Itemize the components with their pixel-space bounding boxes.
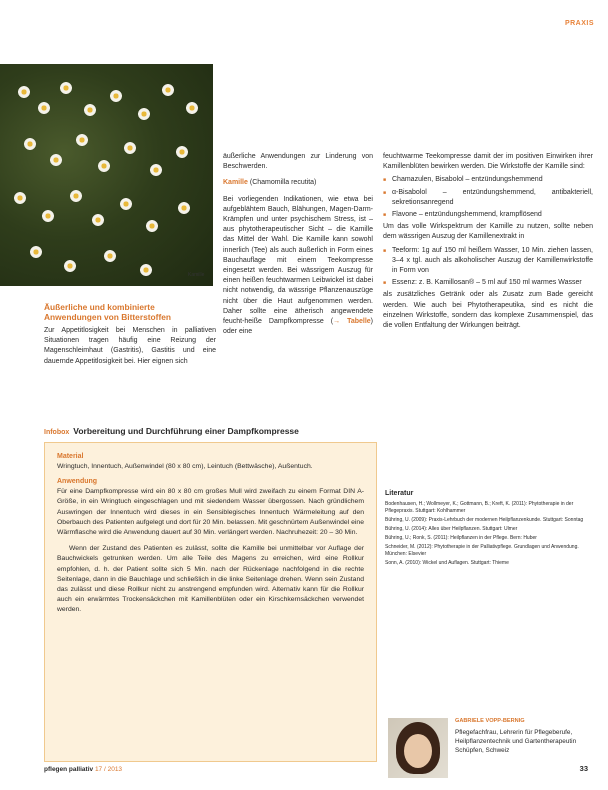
literature-title: Literatur (385, 490, 414, 497)
page-number: 33 (579, 764, 588, 773)
table-reference-link[interactable]: → Tabelle (333, 318, 371, 326)
mid-body: Bei vorliegenden Indikationen, wie etwa bei aufgeblähtem Bauch, Blähungen, Magen-Darm-Krämpfen und unter psychischem Stress, ist – aus phytotherapeutischer Sicht – die Kamille das Mittel der Wahl. Die Kamille kann sowohl innerlich (Tee) als auch äußerlich in Form eines Bauchauflage mit einem Teekompresse eingesetzt werden. Bei wässrigem Auszug für einen heißen feuchtwarmen Leibwickel ist dabei nicht notwendig, da wässrige Pflanzenauszüge nicht über die Haut aufgenommen werden. Daher sollte eine ätherisch angewendete feucht-heiße Dampfkompresse ( (223, 195, 373, 326)
right-end-text: als zusätzliches Getränk oder als Zusatz zum Bade gereicht werden. Wie auch bei Phytotherapeutika, sind es nicht die einzelnen Wirkstoffe, sondern das komplexe Zusammenspiel, das die vollen Entfaltung der Wirkungen beiträgt. (383, 291, 593, 330)
application-paragraph-2: Wenn der Zustand des Patienten es zulässt, sollte die Kamille bei unmittelbar vor Auflage der Bauchwickels getrunken werden. Um alle Teile des Magens zu erreichen, wird eine Rollkur empfohlen, d. h. der Patient sollte sich 5 Min. nach der Rückenlage nachfolgend in die rechte Seitenlage, dann in die Bauchlage und schließlich in die linke Seitenlage drehen. Wenn sein Zustand das zulässt und diese Rollkur nicht zu anstrengend empfunden wird. Alternativ kann für die Rollkur auch ein erwärmtes Trockensäckchen mit Kamillenblüten oder ein Kirschkernsäckchen verwendet werden. (57, 545, 364, 614)
infobox (44, 442, 377, 762)
list-item: Bühring, U.; Ronk, S. (2011): Heilpflanzen in der Pflege. Bern: Huber (385, 535, 537, 542)
kamille-latin: (Chamomilla recutita) (249, 179, 317, 187)
photo-caption: Kamille (188, 272, 205, 278)
right-column (383, 152, 593, 334)
list-item: ■ α-Bisabolol – entzündungshemmend, antibakteriell, sekretionsanregend (383, 188, 593, 208)
author-description: Pflegefachfrau, Lehrerin für Pflegeberufe, Heilpflanzentechnik und Gartentherapeutin Schüpfen, Schweiz (455, 729, 577, 754)
list-item: ■ Teeform: 1g auf 150 ml heißem Wasser, 10 Min. ziehen lassen, 3–4 x tgl. auch als alkoholischer Auszug der Kamillenwirkstoffe in Form von (383, 246, 593, 277)
left-body: Zur Appetitlosigkeit bei Menschen in palliativen Situationen tragen häufig eine Reizung der Magenschleimhaut (Gastritis), Gastitis und eine dauernde Appetitlosigkeit bei. Hier eignen sich (44, 327, 216, 365)
literature-list (385, 501, 597, 569)
mid-body-end: ) oder eine (223, 318, 374, 336)
author-name: GABRIELE VOPP-BERNIG (455, 718, 525, 724)
right-mid-text: Um das volle Wirkspektrum der Kamille zu nutzen, sollte neben dem wässrigen Auszug der Kamillenextrakt in (383, 223, 593, 241)
list-item: Bühring, U. (2009): Praxis-Lehrbuch der modernen Heilpflanzenkunde. Stuttgart: Sonntag (385, 517, 584, 524)
section-label: PRAXIS (564, 20, 594, 27)
application-paragraph-1: Für eine Dampfkompresse wird ein 80 x 80 cm großes Mull wird zweifach zu einem Format DIN A-Größe, in ein Wringtuch eingeschlagen und mit siedendem Wasser übergossen. Nach gründlichem Auswringen der Innentuch wird dieses in ein Sensiblegisches Innentuch Wärmeleitung auf den Oberbauch des Patienten aufgelegt und dort für 20 Min. belassen. Mit geschnürtem Außenwindel eine Wärmflasche wird die Anwendung dauert auf 30 Min. verlängert werden. Nachruhezeit: 20 – 30 Min. (57, 488, 364, 537)
author-photo (388, 718, 448, 778)
mid-intro: äußerliche Anwendungen zur Linderung von Beschwerden. (223, 153, 373, 171)
infobox-tag: Infobox (44, 429, 70, 436)
material-title: Material (57, 453, 84, 460)
ingredient-list (383, 175, 593, 220)
dosage-list (383, 246, 593, 289)
list-item: Sonn, A. (2010): Wickel und Auflagen. Stuttgart: Thieme (385, 560, 509, 567)
chamomile-photo (0, 64, 213, 286)
infobox-title: Vorbereitung und Durchführung einer Dampfkompresse (73, 426, 299, 436)
list-item: Bodenhausen, H.; Wollmeyer, K.; Gottmann, B.; Kreft, K. (2011): Phytotherapie in der Pflegepraxis. Stuttgart: Kohlhammer (385, 501, 574, 515)
application-title: Anwendung (57, 478, 98, 486)
journal-name: pflegen palliativ (44, 766, 94, 773)
list-item: ■ Chamazulen, Bisabolol – entzündungshemmend (383, 175, 593, 185)
infobox-heading (44, 426, 374, 436)
left-column (44, 326, 216, 370)
left-subheading: Äußerliche und kombinierte Anwendungen von Bitterstoffen (44, 302, 172, 322)
list-item: Bühring, U. (2014): Alles über Heilpflanzen. Stuttgart: Ulmer (385, 526, 518, 533)
list-item: Schneider, M. (2012): Phytotherapie in der Palliativpflege. Grundlagen und Anwendung. München: Elsevier (385, 544, 579, 558)
right-intro: feuchtwarme Teekompresse damit der im positiven Einwirken ihrer Kamillenblüten bewirken werden. Die Wirkstoffe der Kamille sind: (383, 153, 593, 171)
list-item: ■ Flavone – entzündungshemmend, krampflösend (383, 210, 593, 220)
material-text: Wringtuch, Innentuch, Außenwindel (80 x 80 cm), Leintuch (Bettwäsche), Außentuch. (57, 463, 313, 470)
middle-column (223, 152, 373, 340)
footer-journal (44, 766, 122, 773)
journal-issue: 17 / 2013 (94, 766, 123, 773)
list-item: ■ Essenz: z. B. Kamillosan® – 5 ml auf 150 ml warmes Wasser (383, 278, 593, 288)
kamille-title: Kamille (223, 179, 248, 187)
